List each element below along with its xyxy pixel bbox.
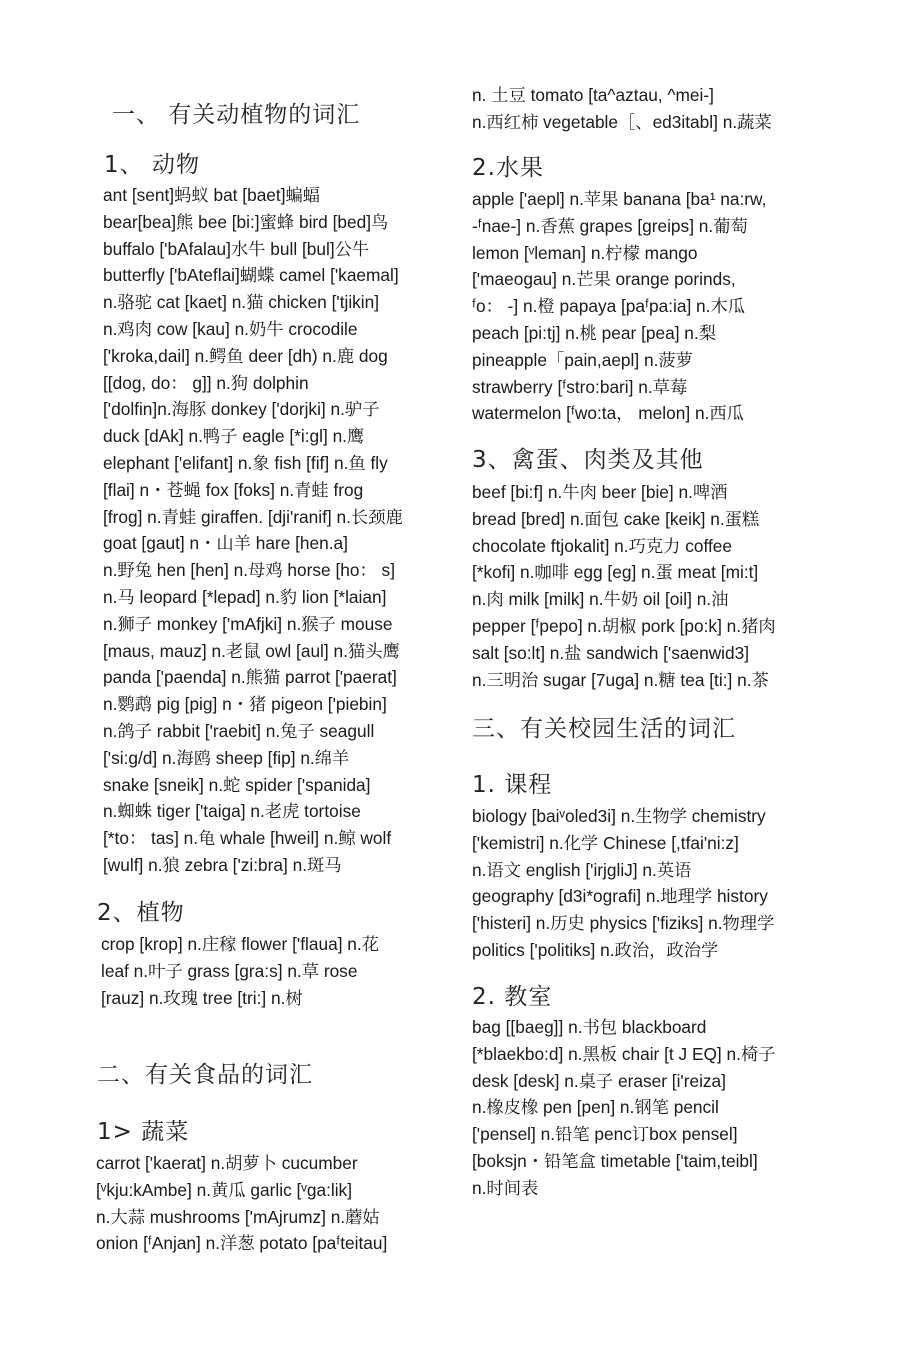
vocab-line: n.鸽子 rabbit ['raebit] n.兔子 seagull xyxy=(103,720,375,741)
vocab-line: ᶠo： -] n.橙 papaya [paᶠpa:ia] n.木瓜 xyxy=(472,296,746,317)
vocab-line: bag [[baeg]] n.书包 blackboard xyxy=(472,1017,707,1037)
vocab-line: n. 土豆 tomato [ta^aztau, ^mei-] xyxy=(472,85,714,105)
heading-fruits: 2.水果 xyxy=(472,155,544,181)
section-title-campus: 三、有关校园生活的词汇 xyxy=(472,716,736,742)
vocab-line: peach [pi:tj] n.桃 pear [pea] n.梨 xyxy=(472,322,716,343)
heading-plants: 2、植物 xyxy=(97,900,185,926)
vocab-line: leaf n.叶子 grass [gra:s] n.草 rose xyxy=(101,960,358,981)
classroom-vocabulary xyxy=(472,1014,776,1202)
vocab-line: carrot ['kaerat] n.胡萝卜 cucumber xyxy=(96,1153,358,1173)
vocab-line: politics ['politiks] n.政治，政治学 xyxy=(472,939,719,960)
vocab-line: n.时间表 xyxy=(472,1177,539,1198)
vocab-line: geography [d3i*ografi] n.地理学 history xyxy=(472,886,768,907)
vocab-line: [frog] n.青蛙 giraffen. [dji'ranif] n.长颈鹿 xyxy=(103,506,403,527)
vocab-line: ['pensel] n.铅笔 penc订box pensel] xyxy=(472,1124,738,1145)
fruits-vocabulary xyxy=(472,186,766,427)
vocab-line: biology [baiᵛoled3i] n.生物学 chemistry xyxy=(472,806,766,826)
vocab-line: strawberry [ᶠstro:bari] n.草莓 xyxy=(472,376,688,397)
vocab-line: bear[bea]熊 bee [bi:]蜜蜂 bird [bed]鸟 xyxy=(103,211,389,232)
vocab-line: n.蜘蛛 tiger ['taiga] n.老虎 tortoise xyxy=(103,801,361,822)
vocab-line: lemon [ᵛleman] n.柠檬 mango xyxy=(472,242,698,263)
section-title-food: 二、有关食品的词汇 xyxy=(97,1062,313,1088)
vocab-line: [ᵛkju:kAmbe] n.黄瓜 garlic [ᵛga:lik] xyxy=(96,1179,353,1200)
vocab-line: apple ['aepl] n.苹果 banana [ba¹ na:rw, xyxy=(472,189,767,209)
vocab-line: ['kemistri] n.化学 Chinese [,tfai'ni:z] xyxy=(472,832,739,853)
vocab-line: pineapple「pain,aepl] n.菠萝 xyxy=(472,349,693,370)
vocab-line: snake [sneik] n.蛇 spider ['spanida] xyxy=(103,774,371,795)
vocab-line: n.橡皮橡 pen [pen] n.钢笔 pencil xyxy=(472,1097,719,1118)
vocab-line: [rauz] n.玫瑰 tree [tri:] n.树 xyxy=(101,987,303,1008)
vocab-line: n.鸡肉 cow [kau] n.奶牛 crocodile xyxy=(103,318,358,339)
vocab-line: -ᶠnae-] n.香蕉 grapes [greips] n.葡萄 xyxy=(472,215,748,236)
vocab-line: ['dolfin]n.海豚 donkey ['dorjki] n.驴子 xyxy=(103,399,380,420)
vocab-line: [*kofi] n.咖啡 egg [eg] n.蛋 meat [mi:t] xyxy=(472,562,759,583)
vocab-line: [maus, mauz] n.老鼠 owl [aul] n.猫头鹰 xyxy=(103,640,400,661)
heading-meat-eggs: 3、禽蛋、肉类及其他 xyxy=(472,447,704,473)
vocab-line: n.三明治 sugar [7uga] n.糖 tea [ti:] n.茶 xyxy=(472,669,769,690)
vocab-line: n.狮子 monkey ['mAfjki] n.猴子 mouse xyxy=(103,613,393,634)
section-title-plants-animals: 一、 有关动植物的词汇 xyxy=(112,102,361,128)
vocab-line: ['kroka,dail] n.鳄鱼 deer [dh) n.鹿 dog xyxy=(103,345,388,366)
vegetables-continued xyxy=(472,82,772,136)
vocab-line: bread [bred] n.面包 cake [keik] n.蛋糕 xyxy=(472,508,760,529)
vocab-line: n.西红柿 vegetable［、ed3itabl] n.蔬菜 xyxy=(472,111,772,132)
vocab-line: [flai] n・苍蝇 fox [foks] n.青蛙 frog xyxy=(103,479,364,500)
vocab-line: ['maeogau] n.芒果 orange porinds, xyxy=(472,269,736,290)
vocab-line: [wulf] n.狼 zebra ['zi:bra] n.斑马 xyxy=(103,854,342,875)
vocab-line: [*blaekbo:d] n.黑板 chair [t J EQ] n.椅子 xyxy=(472,1043,776,1064)
vocab-line: pepper [ᶠpepo] n.胡椒 pork [po:k] n.猪肉 xyxy=(472,615,776,636)
vocab-line: ['si:g/d] n.海鸥 sheep [fip] n.绵羊 xyxy=(103,747,350,768)
animals-vocabulary xyxy=(103,182,403,879)
vocab-line: panda ['paenda] n.熊猫 parrot ['paerat] xyxy=(103,667,397,688)
vocab-line: n.野兔 hen [hen] n.母鸡 horse [ho： s] xyxy=(103,560,396,581)
vocab-line: n.肉 milk [milk] n.牛奶 oil [oil] n.油 xyxy=(472,589,729,610)
courses-vocabulary xyxy=(472,803,774,964)
heading-vegetables: 1> 蔬菜 xyxy=(97,1119,190,1145)
vocab-line: butterfly ['bAteflai]蝴蝶 camel ['kaemal] xyxy=(103,265,399,286)
vocab-line: beef [bi:f] n.牛肉 beer [bie] n.啤酒 xyxy=(472,482,728,502)
vocab-line: [boksjn・铅笔盒 timetable ['taim,teibl] xyxy=(472,1150,758,1171)
vocab-line: n.鹦鹉 pig [pig] n・猪 pigeon ['piebin] xyxy=(103,694,387,715)
vocab-line: ant [sent]蚂蚁 bat [baet]蝙蝠 xyxy=(103,185,321,205)
vegetables-vocabulary xyxy=(96,1150,387,1257)
vocab-line: onion [ᶠAnjan] n.洋葱 potato [paᶠteitau] xyxy=(96,1233,388,1254)
vocab-line: desk [desk] n.桌子 eraser [i'reiza] xyxy=(472,1070,726,1091)
heading-courses: 1. 课程 xyxy=(472,772,553,798)
vocab-line: n.马 leopard [*lepad] n.豹 lion [*laian] xyxy=(103,586,387,607)
vocab-line: [*to： tas] n.龟 whale [hweil] n.鲸 wolf xyxy=(103,828,392,849)
vocab-line: buffalo ['bAfalau]水牛 bull [bul]公牛 xyxy=(103,238,370,259)
vocab-line: salt [so:lt] n.盐 sandwich ['saenwid3] xyxy=(472,642,750,663)
heading-animals: 1、 动物 xyxy=(104,152,200,178)
plants-vocabulary xyxy=(101,931,379,1011)
vocab-line: n.语文 english ['irjgliJ] n.英语 xyxy=(472,859,692,880)
vocab-line: chocolate ftjokalit] n.巧克力 coffee xyxy=(472,535,732,556)
vocab-line: [[dog, do： g]] n.狗 dolphin xyxy=(103,372,309,393)
vocab-line: n.骆驼 cat [kaet] n.猫 chicken ['tjikin] xyxy=(103,292,380,313)
vocab-line: elephant ['elifant] n.象 fish [fif] n.鱼 fly xyxy=(103,452,388,473)
heading-classroom: 2. 教室 xyxy=(472,984,553,1010)
meat-vocabulary xyxy=(472,479,776,693)
vocab-line: ['histeri] n.历史 physics ['fiziks] n.物理学 xyxy=(472,913,775,934)
vocab-line: goat [gaut] n・山羊 hare [hen.a] xyxy=(103,533,348,554)
vocab-line: duck [dAk] n.鸭子 eagle [*i:gl] n.鹰 xyxy=(103,426,365,447)
vocab-line: crop [krop] n.庄稼 flower ['flaua] n.花 xyxy=(101,934,379,954)
vocab-line: n.大蒜 mushrooms ['mAjrumz] n.蘑姑 xyxy=(96,1206,380,1227)
vocab-line: watermelon [ᶠwo:ta， melon] n.西瓜 xyxy=(472,403,744,424)
